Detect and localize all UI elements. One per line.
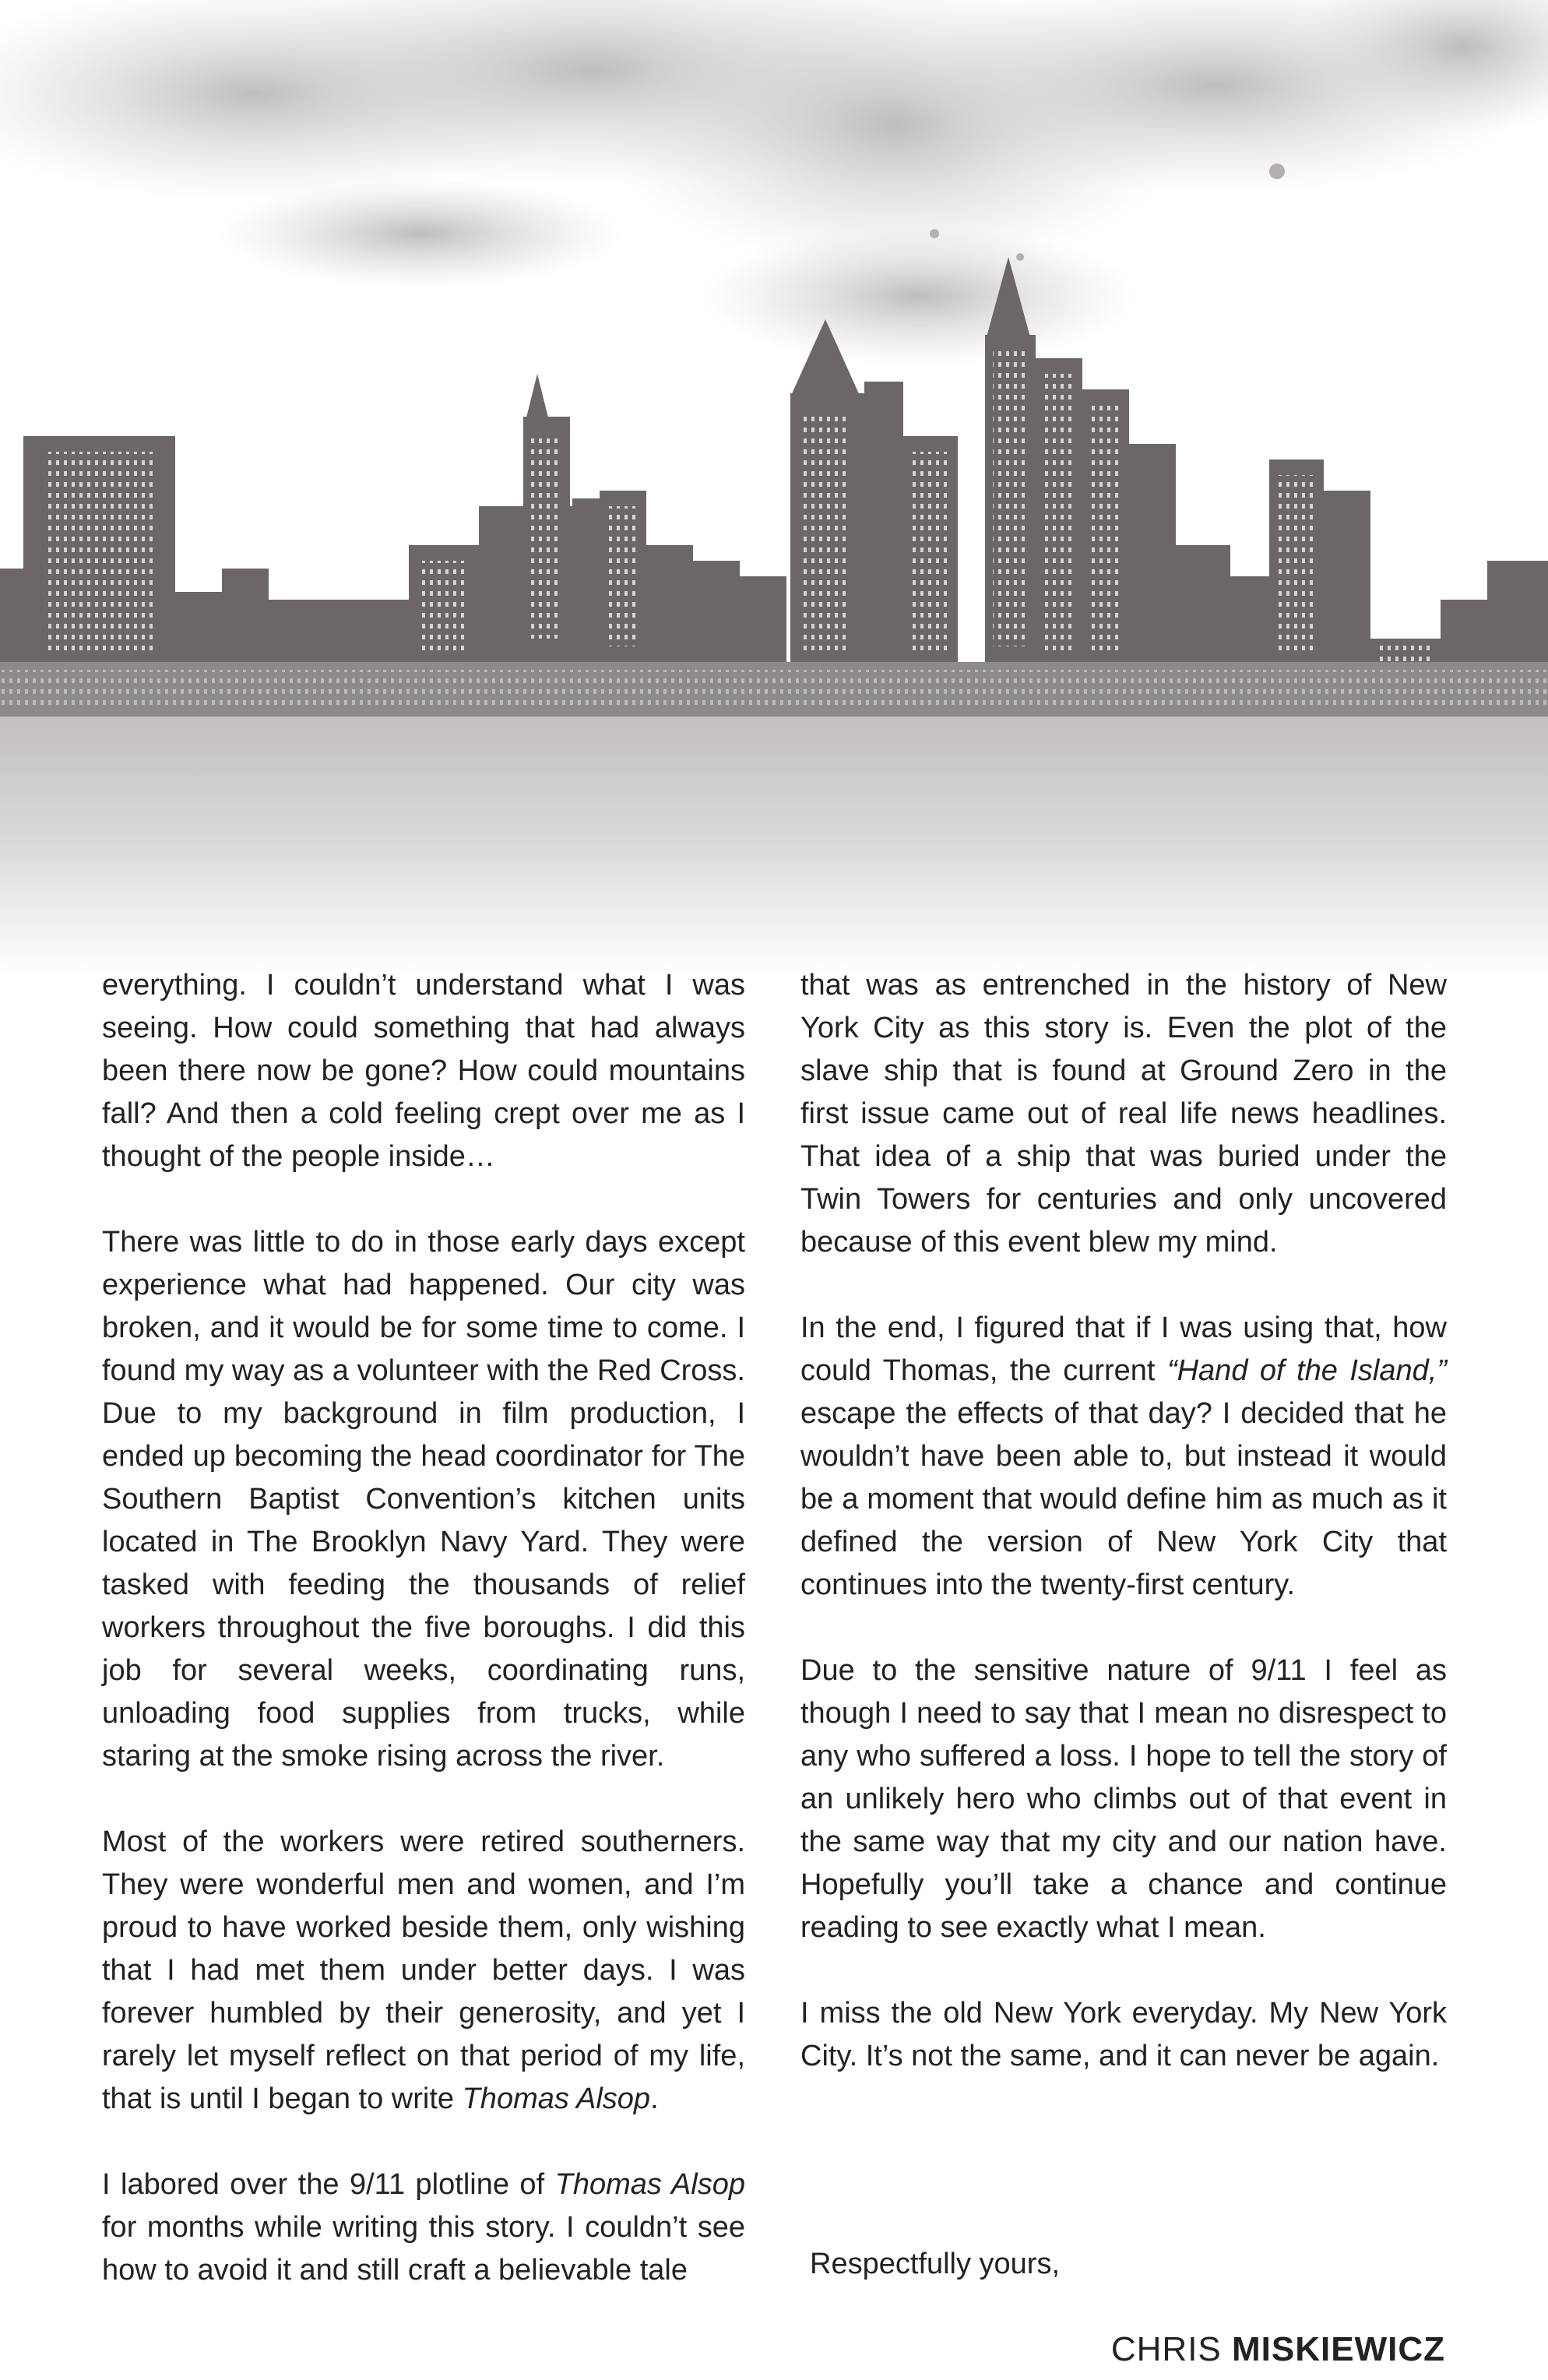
paragraph: Due to the sensitive nature of 9/11 I feel as though I need to say that I mean no disrespect to any who suffered a loss. I hope to tell the story of an unlikely hero who climbs out of that event in the same way that my city and our nation have. Hopefully you’ll take a chance and continue reading to see exactly what I mean. (800, 1654, 1447, 1944)
paragraph: everything. I couldn’t understand what I was seeing. How could something that had always been there now be gone? How could mountains fall? And then a cold feeling crept over me as I thought of the people inside… (102, 969, 745, 1173)
paragraph: I miss the old New York everyday. My New York City. It’s not the same, and it can never be again. (800, 1997, 1447, 2072)
book-title: Thomas Alsop (554, 2168, 745, 2201)
author-signature (1111, 2330, 1445, 2369)
cloud-wash (0, 0, 1548, 366)
skyline-illustration (0, 0, 1548, 973)
paragraph: There was little to do in those early days except experience what had happened. Our city was broken, and it would be for some time to come. I found my way as a volunteer with the Red Cross. Due to my background in film production, I ended up becoming the head coordinator for The Southern Baptist Convention’s kitchen units located in The Brooklyn Navy Yard. They were tasked with feeding the thousands of relief workers throughout the five boroughs. I did this job for several weeks, coordinating runs, unloading food supplies from trucks, while staring at the smoke rising across the river. (102, 1226, 745, 1773)
river-wash (0, 685, 1548, 973)
paragraph (800, 1307, 1447, 1607)
quoted-title: “Hand of the Island,” (1166, 1354, 1447, 1387)
text: Most of the workers were retired southerners. They were wonderful men and women, and I’m proud to have worked beside them, only wishing that I had met them under better days. I was forever humbled by their generosity, and yet I rarely let myself reflect on that period of my life, that is until I began to write (102, 1825, 745, 2115)
text: . (650, 2082, 659, 2115)
author-first-name: CHRIS (1110, 2330, 1222, 2368)
left-column (102, 964, 745, 2335)
text: escape the effects of that day? I decided that he wouldn’t have been able to, but instead it would be a moment that would define him as much as it defined the version of New York City that continues into the twenty-first century. (800, 1397, 1447, 1601)
text: for months while writing this story. I couldn’t see how to avoid it and still craft a believable tale (102, 2211, 745, 2287)
author-last-name: MISKIEWICZ (1232, 2330, 1445, 2368)
text: I labored over the 9/11 plotline of (102, 2168, 555, 2201)
closing-line: Respectfully yours, (810, 2248, 1061, 2280)
text: In the end, I figured that if I was using that, how could Thomas, the current (800, 1311, 1447, 1387)
paragraph (102, 1821, 745, 2121)
paragraph: that was as entrenched in the history of New York City as this story is. Even the plot of the slave ship that is found at Ground Zero in the first issue came out of real life news headlines. That idea of a ship that was buried under the Twin Towers for centuries and only uncovered because of this event blew my mind. (800, 969, 1447, 1259)
shoreline-dots (0, 670, 1548, 709)
book-title: Thomas Alsop (462, 2082, 651, 2115)
paragraph (102, 2163, 745, 2292)
right-column (800, 964, 1447, 2121)
